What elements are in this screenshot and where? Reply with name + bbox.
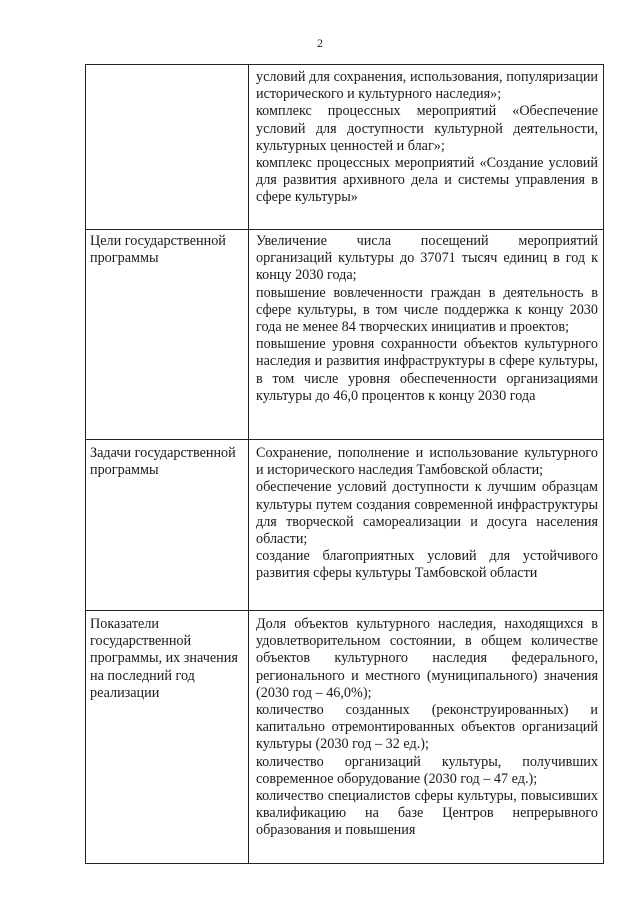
row-label: Задачи государственной программы (86, 440, 249, 611)
content-paragraph: количество специалистов сферы культуры, повысивших квалификацию на базе Центров непрерывного образования и повышения (256, 788, 598, 839)
page-number: 2 (317, 36, 323, 50)
content-paragraph: создание благоприятных условий для устойчивого развития сферы культуры Тамбовской области (256, 548, 598, 582)
row-label (86, 65, 249, 230)
content-paragraph: обеспечение условий доступности к лучшим образцам культуры путем создания современной инфраструктуры для творческой самореализации и досуга населения области; (256, 479, 598, 548)
content-paragraph: условий для сохранения, использования, популяризации исторического и культурного наследия»; (256, 69, 598, 103)
content-paragraph: повышение вовлеченности граждан в деятельность в сфере культуры, в том числе поддержка к концу 2030 года не менее 84 творческих инициатив и проектов; (256, 284, 598, 336)
table-row (86, 611, 604, 864)
content-paragraph: комплекс процессных мероприятий «Обеспечение условий для доступности культурной деятельности, культурных ценностей и благ»; (256, 103, 598, 154)
table-row (86, 65, 604, 230)
content-paragraph: повышение уровня сохранности объектов культурного наследия и развития инфраструктуры в сфере культуры, в том числе уровня обеспеченности организациями культуры до 46,0 процентов к концу 2030 года (256, 336, 598, 404)
row-content (249, 65, 604, 230)
row-content (249, 230, 604, 440)
content-paragraph: Сохранение, пополнение и использование культурного и исторического наследия Тамбовской области; (256, 445, 598, 479)
content-paragraph: комплекс процессных мероприятий «Создание условий для развития архивного дела и системы управления в сфере культуры» (256, 155, 598, 206)
content-paragraph: количество созданных (реконструированных) и капитально отремонтированных объектов организаций культуры (2030 год – 32 ед.); (256, 702, 598, 753)
program-passport-table (85, 64, 604, 864)
row-content (249, 440, 604, 611)
table-row (86, 230, 604, 440)
row-label: Показатели государственной программы, их значения на последний год реализации (86, 611, 249, 864)
content-paragraph: Увеличение числа посещений мероприятий организаций культуры до 37071 тысяч единиц в год к концу 2030 года; (256, 233, 598, 284)
table-row (86, 440, 604, 611)
content-paragraph: количество организаций культуры, получивших современное оборудование (2030 год – 47 ед.); (256, 753, 598, 787)
content-paragraph: Доля объектов культурного наследия, находящихся в удовлетворительном состоянии, в общем количестве объектов культурного наследия федерального, регионального и местного (муниципального) значения (2030 год – 46,0%); (256, 616, 598, 701)
row-label: Цели государственной программы (86, 230, 249, 440)
row-content (249, 611, 604, 864)
